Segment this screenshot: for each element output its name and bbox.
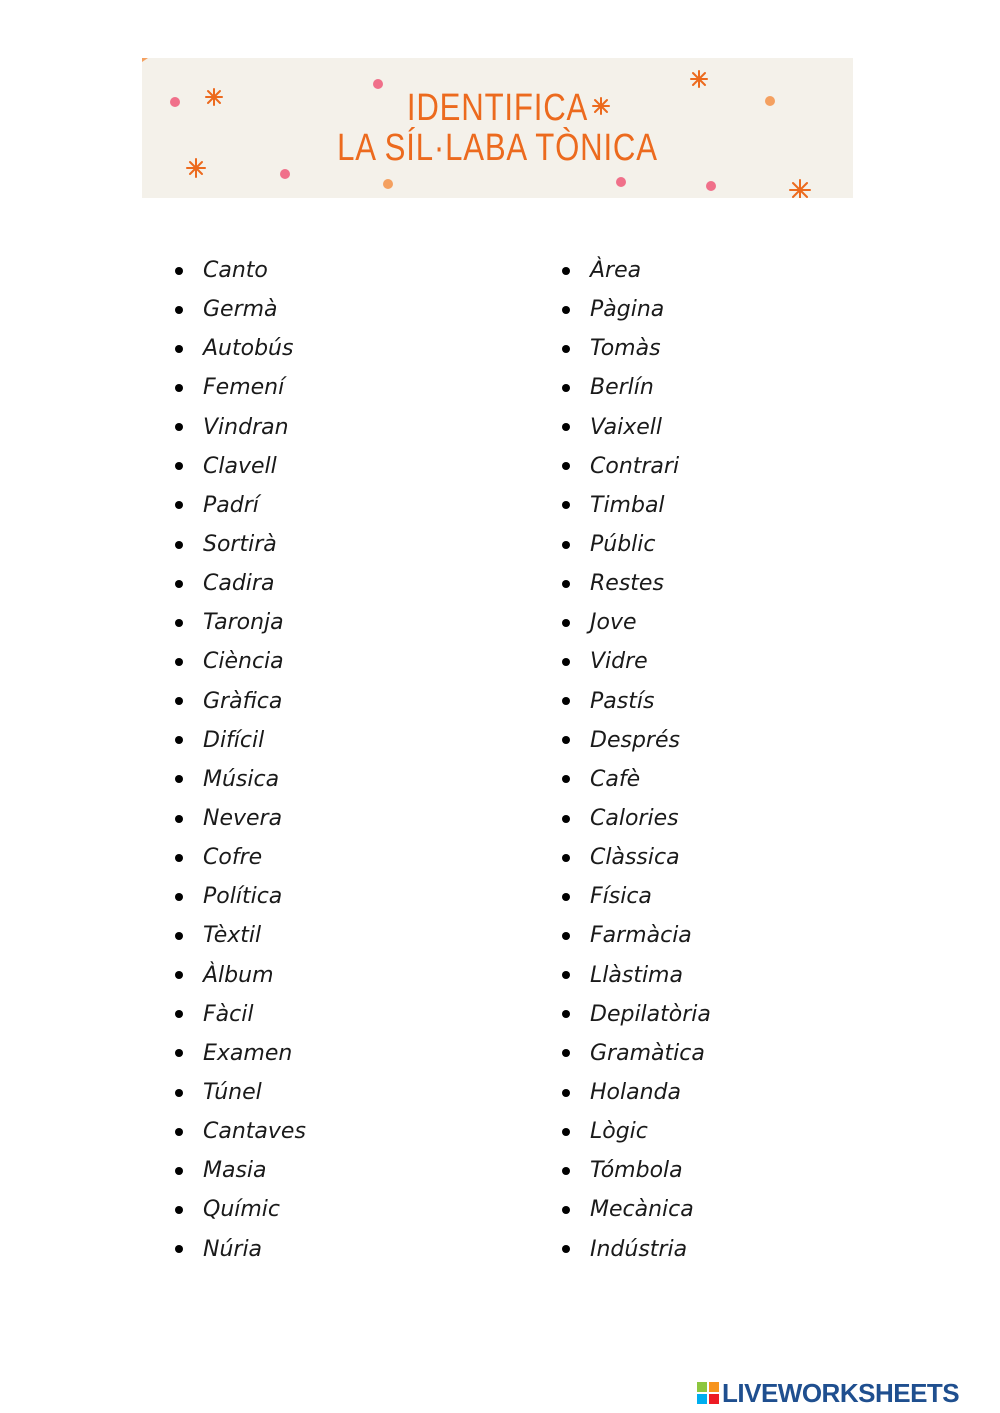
word-text: Vindran: [203, 414, 289, 440]
word-item-right: [559, 329, 711, 368]
word-item-left: [172, 956, 306, 995]
word-item-right: [559, 1230, 711, 1269]
bullet-icon: [175, 619, 183, 627]
bullet-icon: [175, 1128, 183, 1136]
word-text: Públic: [590, 532, 656, 558]
word-item-right: [559, 1190, 711, 1229]
bullet-icon: [175, 932, 183, 940]
word-text: Pàgina: [590, 297, 665, 323]
word-item-right: [559, 251, 711, 290]
bullet-icon: [562, 736, 570, 744]
title-line-2: LA SÍL·LABA TÒNICA: [337, 127, 658, 169]
word-list-right: [559, 251, 711, 1269]
word-item-left: [172, 1190, 306, 1229]
liveworksheets-logo: [697, 1378, 959, 1408]
word-item-right: [559, 603, 711, 642]
word-text: Llàstima: [590, 962, 683, 988]
bullet-icon: [175, 384, 183, 392]
title-banner: [142, 58, 853, 198]
bullet-icon: [175, 971, 183, 979]
bullet-icon: [175, 501, 183, 509]
liveworksheets-logo-icon: [697, 1382, 719, 1404]
bullet-icon: [562, 306, 570, 314]
bullet-icon: [175, 1010, 183, 1018]
bullet-icon: [175, 736, 183, 744]
word-item-right: [559, 408, 711, 447]
word-text: Holanda: [590, 1080, 681, 1106]
bullet-icon: [562, 854, 570, 862]
word-item-left: [172, 721, 306, 760]
bullet-icon: [562, 462, 570, 470]
word-text: Difícil: [203, 727, 265, 753]
word-text: Masia: [203, 1158, 267, 1184]
word-item-left: [172, 916, 306, 955]
word-text: Lògic: [590, 1119, 648, 1145]
word-text: Calories: [590, 806, 679, 832]
word-item-right: [559, 447, 711, 486]
word-text: Jove: [590, 610, 637, 636]
word-text: Farmàcia: [590, 923, 692, 949]
word-item-left: [172, 1073, 306, 1112]
bullet-icon: [175, 267, 183, 275]
bullet-icon: [175, 1049, 183, 1057]
bullet-icon: [562, 541, 570, 549]
bullet-icon: [562, 697, 570, 705]
word-text: Clàssica: [590, 845, 680, 871]
bullet-icon: [175, 1206, 183, 1214]
word-item-left: [172, 1230, 306, 1269]
word-item-left: [172, 682, 306, 721]
word-item-right: [559, 486, 711, 525]
bullet-icon: [562, 932, 570, 940]
word-item-left: [172, 877, 306, 916]
word-item-right: [559, 760, 711, 799]
word-item-right: [559, 721, 711, 760]
bullet-icon: [562, 1128, 570, 1136]
bullet-icon: [175, 775, 183, 783]
word-text: Núria: [203, 1236, 263, 1262]
word-item-right: [559, 290, 711, 329]
bullet-icon: [562, 1010, 570, 1018]
word-item-right: [559, 799, 711, 838]
word-item-left: [172, 1151, 306, 1190]
word-text: Vaixell: [590, 414, 663, 440]
word-item-left: [172, 447, 306, 486]
word-text: Música: [203, 766, 280, 792]
bullet-icon: [562, 658, 570, 666]
word-item-right: [559, 682, 711, 721]
word-item-right: [559, 642, 711, 681]
word-item-right: [559, 1073, 711, 1112]
word-text: Política: [203, 884, 283, 910]
bullet-icon: [175, 658, 183, 666]
word-text: Depilatòria: [590, 1001, 711, 1027]
word-text: Gramàtica: [590, 1040, 705, 1066]
bullet-icon: [175, 1167, 183, 1175]
word-text: Padrí: [203, 492, 259, 518]
word-text: Cantaves: [203, 1119, 306, 1145]
word-item-left: [172, 368, 306, 407]
bullet-icon: [562, 1245, 570, 1253]
liveworksheets-logo-text: LIVEWORKSHEETS: [722, 1377, 960, 1408]
bullet-icon: [562, 1206, 570, 1214]
word-text: Àrea: [590, 258, 642, 284]
word-text: Autobús: [203, 336, 294, 362]
bullet-icon: [562, 345, 570, 353]
bullet-icon: [175, 815, 183, 823]
word-item-left: [172, 760, 306, 799]
word-item-left: [172, 564, 306, 603]
word-item-right: [559, 368, 711, 407]
word-text: Després: [590, 727, 680, 753]
bullet-icon: [562, 1089, 570, 1097]
word-item-left: [172, 486, 306, 525]
word-item-right: [559, 995, 711, 1034]
bullet-icon: [562, 1167, 570, 1175]
word-text: Mecànica: [590, 1197, 694, 1223]
bullet-icon: [175, 541, 183, 549]
bullet-icon: [562, 815, 570, 823]
word-text: Cadira: [203, 571, 275, 597]
bullet-icon: [562, 893, 570, 901]
word-item-left: [172, 603, 306, 642]
word-text: Nevera: [203, 806, 283, 832]
word-item-right: [559, 1151, 711, 1190]
word-item-left: [172, 408, 306, 447]
word-item-right: [559, 956, 711, 995]
word-item-left: [172, 838, 306, 877]
word-item-left: [172, 799, 306, 838]
word-text: Sortirà: [203, 532, 277, 558]
bullet-icon: [562, 423, 570, 431]
word-item-left: [172, 995, 306, 1034]
title-line-1: IDENTIFICA: [406, 87, 589, 129]
word-text: Clavell: [203, 453, 277, 479]
word-text: Contrari: [590, 453, 680, 479]
word-item-left: [172, 251, 306, 290]
word-text: Ciència: [203, 649, 284, 675]
word-text: Canto: [203, 258, 268, 284]
word-text: Àlbum: [203, 962, 274, 988]
bullet-icon: [562, 580, 570, 588]
word-item-right: [559, 916, 711, 955]
word-text: Tómbola: [590, 1158, 683, 1184]
word-item-left: [172, 290, 306, 329]
bullet-icon: [175, 697, 183, 705]
bullet-icon: [175, 306, 183, 314]
word-item-right: [559, 1034, 711, 1073]
word-text: Física: [590, 884, 652, 910]
bullet-icon: [175, 893, 183, 901]
bullet-icon: [175, 580, 183, 588]
word-text: Vidre: [590, 649, 648, 675]
word-item-left: [172, 1112, 306, 1151]
word-list-left: [172, 251, 306, 1269]
word-text: Femení: [203, 375, 285, 401]
bullet-icon: [562, 384, 570, 392]
bullet-icon: [175, 1245, 183, 1253]
word-text: Berlín: [590, 375, 654, 401]
word-text: Cofre: [203, 845, 263, 871]
word-text: Examen: [203, 1040, 293, 1066]
word-item-right: [559, 838, 711, 877]
word-text: Taronja: [203, 610, 284, 636]
word-text: Tèxtil: [203, 923, 262, 949]
word-text: Gràfica: [203, 688, 283, 714]
word-text: Restes: [590, 571, 664, 597]
bullet-icon: [562, 501, 570, 509]
bullet-icon: [175, 423, 183, 431]
bullet-icon: [175, 345, 183, 353]
bullet-icon: [562, 1049, 570, 1057]
word-item-right: [559, 525, 711, 564]
word-item-right: [559, 564, 711, 603]
bullet-icon: [562, 971, 570, 979]
word-text: Indústria: [590, 1236, 688, 1262]
word-text: Fàcil: [203, 1001, 254, 1027]
word-item-left: [172, 1034, 306, 1073]
word-text: Cafè: [590, 766, 641, 792]
word-text: Tomàs: [590, 336, 661, 362]
bullet-icon: [175, 462, 183, 470]
bullet-icon: [562, 775, 570, 783]
word-text: Pastís: [590, 688, 655, 714]
bullet-icon: [562, 267, 570, 275]
bullet-icon: [175, 1089, 183, 1097]
word-text: Germà: [203, 297, 278, 323]
word-item-right: [559, 877, 711, 916]
word-text: Químic: [203, 1197, 281, 1223]
worksheet-title: [206, 88, 789, 168]
word-item-left: [172, 329, 306, 368]
word-text: Timbal: [590, 492, 665, 518]
word-item-right: [559, 1112, 711, 1151]
word-item-left: [172, 642, 306, 681]
bullet-icon: [562, 619, 570, 627]
word-text: Túnel: [203, 1080, 262, 1106]
bullet-icon: [175, 854, 183, 862]
word-item-left: [172, 525, 306, 564]
